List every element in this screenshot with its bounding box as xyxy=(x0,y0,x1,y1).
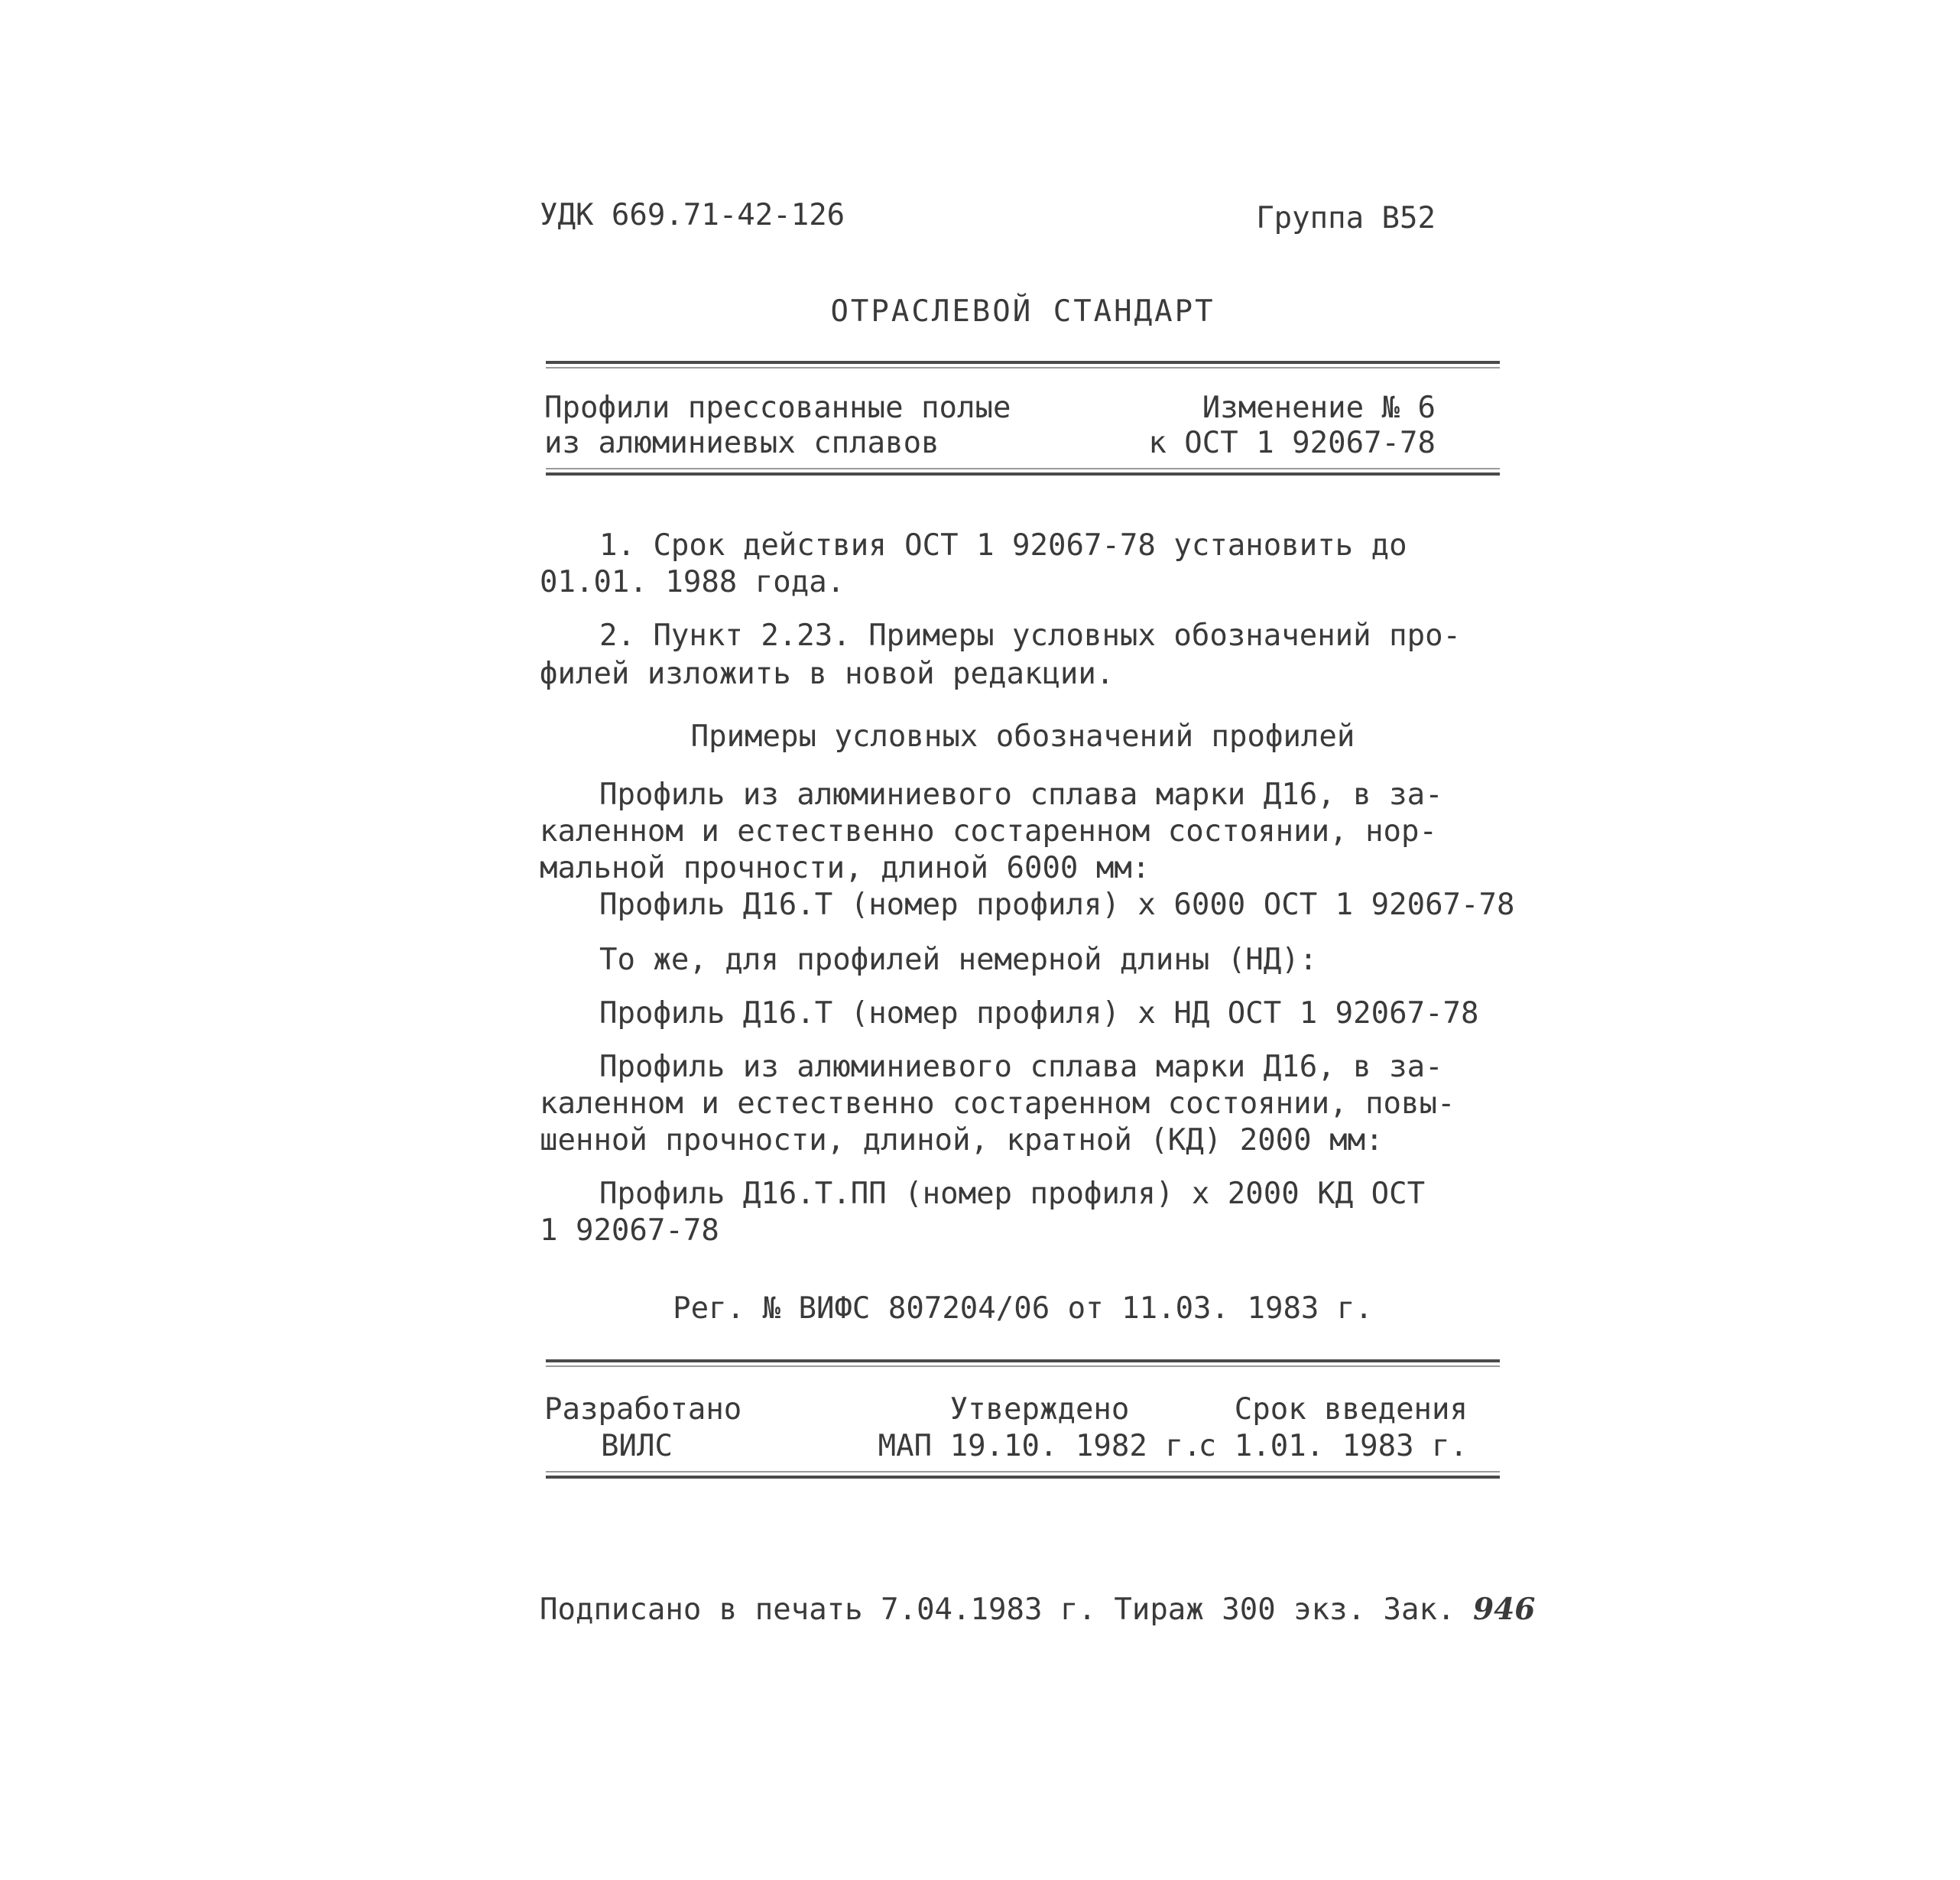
change-number: Изменение № 6 xyxy=(1202,391,1436,425)
group-code: Группа В52 xyxy=(1256,201,1436,235)
top-rule-thin xyxy=(546,367,1500,369)
example-1-line-2: каленном и естественно состаренном состоянии, нор- xyxy=(540,814,1437,849)
imprint-text: Подписано в печать 7.04.1983 г. Тираж 300 экз. Зак. xyxy=(540,1593,1455,1627)
approved-value: МАП 19.10. 1982 г. xyxy=(878,1429,1202,1463)
udc-code: УДК 669.71-42-126 xyxy=(540,198,845,232)
example-1-line-1: Профиль из алюминиевого сплава марки Д16, в за- xyxy=(599,778,1443,812)
effective-value: с 1.01. 1983 г. xyxy=(1198,1429,1468,1463)
example-3-line-2: каленном и естественно состаренном состоянии, повы- xyxy=(540,1086,1455,1121)
item-2-line-2: филей изложить в новой редакции. xyxy=(540,657,1115,691)
example-3-designation-line-1: Профиль Д16.Т.ПП (номер профиля) х 2000 КД ОСТ xyxy=(599,1177,1426,1211)
subject-rule-thin xyxy=(546,468,1500,469)
example-1-designation: Профиль Д16.Т (номер профиля) х 6000 ОСТ 1 92067-78 xyxy=(599,888,1515,922)
example-3-line-1: Профиль из алюминиевого сплава марки Д16, в за- xyxy=(599,1050,1443,1084)
example-3-designation-line-2: 1 92067-78 xyxy=(540,1213,719,1248)
imprint-line xyxy=(540,1592,1536,1627)
subject-line-2: из алюминиевых сплавов xyxy=(544,426,939,460)
example-2-designation: Профиль Д16.Т (номер профиля) х НД ОСТ 1 92067-78 xyxy=(599,996,1479,1031)
table-top-rule-thin xyxy=(546,1365,1500,1367)
effective-label: Срок введения xyxy=(1234,1392,1468,1427)
order-number: 946 xyxy=(1472,1592,1536,1627)
developed-value: ВИЛС xyxy=(601,1429,673,1463)
item-2-line-1: 2. Пункт 2.23. Примеры условных обозначений про- xyxy=(599,619,1462,653)
registration-number: Рег. № ВИФС 807204/06 от 11.03. 1983 г. xyxy=(673,1291,1373,1326)
table-bottom-rule-thin xyxy=(546,1471,1500,1473)
top-rule xyxy=(546,361,1500,364)
document-title: ОТРАСЛЕВОЙ СТАНДАРТ xyxy=(830,294,1215,329)
example-2-line-1: То же, для профилей немерной длины (НД): xyxy=(599,943,1318,977)
table-bottom-rule xyxy=(546,1476,1500,1479)
item-1-line-1: 1. Срок действия ОСТ 1 92067-78 установить до xyxy=(599,528,1407,563)
examples-subheading: Примеры условных обозначений профилей xyxy=(690,719,1355,754)
example-1-line-3: мальной прочности, длиной 6000 мм: xyxy=(540,851,1150,885)
approved-label: Утверждено xyxy=(949,1392,1130,1427)
subject-line-1: Профили прессованные полые xyxy=(544,391,1011,425)
table-top-rule xyxy=(546,1359,1500,1362)
developed-label: Разработано xyxy=(544,1392,742,1427)
example-3-line-3: шенной прочности, длиной, кратной (КД) 2000 мм: xyxy=(540,1123,1384,1158)
subject-rule xyxy=(546,472,1500,476)
item-1-line-2: 01.01. 1988 года. xyxy=(540,565,845,599)
change-reference: к ОСТ 1 92067-78 xyxy=(1148,426,1436,460)
